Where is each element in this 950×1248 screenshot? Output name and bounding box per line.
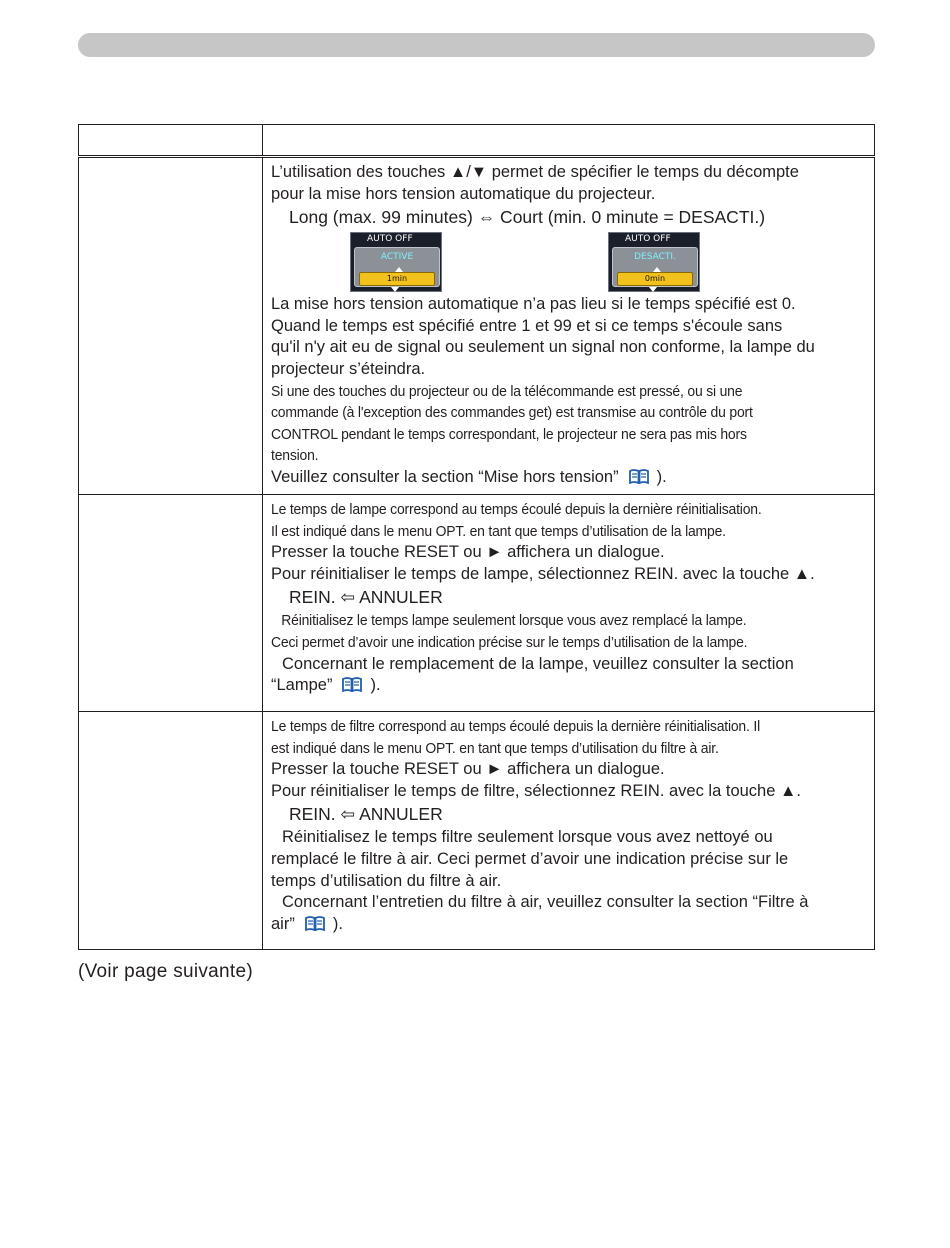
auto-off-description — [263, 157, 875, 495]
auto-off-para-3b: commande (à l'exception des commandes get) est transmise au contrôle du port — [271, 404, 753, 422]
auto-off-para-3d: tension. — [271, 447, 319, 465]
header-cell-item — [79, 125, 263, 157]
filter-reference — [271, 914, 868, 936]
continued-note: (Voir page suivante) — [78, 961, 253, 982]
filter-line-4: Pour réinitialiser le temps de filtre, sélectionnez REIN. avec la touche ▲. — [271, 781, 801, 800]
auto-off-line-2: pour la mise hors tension automatique du projecteur. — [271, 184, 656, 203]
lamp-choice: REIN. ⇦ ANNULER — [289, 587, 443, 608]
lamp-line-7: Concernant le remplacement de la lampe, veuillez consulter la section — [282, 654, 794, 673]
auto-off-para-3c: CONTROL pendant le temps correspondant, le projecteur ne sera pas mis hors — [271, 425, 747, 443]
osd-state: DESACTI. — [634, 252, 676, 263]
book-reference-icon — [342, 677, 362, 692]
lamp-line-5: Réinitialisez le temps lampe seulement lorsque vous avez remplacé la lampe. — [281, 612, 747, 630]
osd-title: AUTO OFF — [367, 234, 413, 245]
lamp-line-1: Le temps de lampe correspond au temps écoulé depuis la dernière réinitialisation. — [271, 501, 762, 518]
filter-time-description — [263, 712, 875, 950]
filter-line-7: temps d’utilisation du filtre à air. — [271, 871, 502, 890]
book-reference-icon — [629, 469, 649, 484]
filter-line-8: Concernant l’entretien du filtre à air, veuillez consulter la section “Filtre à — [282, 893, 809, 912]
filter-line-6: remplacé le filtre à air. Ceci permet d’avoir une indication précise sur le — [271, 849, 789, 868]
table-row-auto-off — [79, 157, 875, 495]
reference-text: Veuillez consulter la section “Mise hors tension” — [271, 467, 619, 486]
row-label-lamp-time — [79, 495, 263, 712]
table-row-filter-time — [79, 712, 875, 950]
auto-off-para-1: La mise hors tension automatique n’a pas lieu si le temps spécifié est 0. — [271, 295, 796, 314]
table-header-row — [79, 125, 875, 157]
table-row-lamp-time — [79, 495, 875, 712]
auto-off-para-2b: qu'il n'y ait eu de signal ou seulement un signal non conforme, la lampe du — [271, 338, 815, 357]
osd-value: 0min — [617, 272, 693, 286]
book-reference-icon — [305, 916, 325, 931]
auto-off-line-1: L’utilisation des touches ▲/▼ permet de spécifier le temps du décompte — [271, 163, 799, 181]
lamp-line-2: Il est indiqué dans le menu OPT. en tant que temps d’utilisation de la lampe. — [271, 522, 726, 540]
auto-off-reference — [271, 467, 868, 489]
lamp-line-6: Ceci permet d’avoir une indication précise sur le temps d’utilisation de la lampe. — [271, 633, 748, 651]
osd-screen-active — [350, 232, 442, 292]
lamp-reference — [271, 675, 868, 697]
auto-off-para-2a: Quand le temps est spécifié entre 1 et 99 et si ce temps s'écoule sans — [271, 316, 783, 335]
auto-off-range: Long (max. 99 minutes) ⇔ Court (min. 0 minute = DESACTI.) — [289, 207, 766, 228]
auto-off-para-3a: Si une des touches du projecteur ou de la télécommande est pressé, ou si une — [271, 382, 743, 400]
row-label-auto-off — [79, 157, 263, 495]
filter-line-3: Presser la touche RESET ou ► affichera un dialogue. — [271, 760, 665, 779]
osd-screen-desactive — [608, 232, 700, 292]
header-cell-description — [263, 125, 875, 157]
reference-text: air” — [271, 914, 295, 933]
osd-value: 1min — [359, 272, 435, 286]
row-label-filter-time — [79, 712, 263, 950]
filter-line-1: Le temps de filtre correspond au temps écoulé depuis la dernière réinitialisation. Il — [271, 718, 761, 735]
filter-line-2: est indiqué dans le menu OPT. en tant que temps d’utilisation du filtre à air. — [271, 739, 719, 757]
filter-line-5: Réinitialisez le temps filtre seulement lorsque vous avez nettoyé ou — [282, 828, 773, 847]
reference-close: ). — [370, 676, 381, 695]
down-arrow-icon — [391, 287, 399, 292]
reference-close: ). — [332, 914, 343, 933]
lamp-time-description — [263, 495, 875, 712]
osd-state: ACTIVE — [380, 252, 414, 263]
auto-off-para-2c: projecteur s’éteindra. — [271, 359, 426, 378]
reference-text: “Lampe” — [271, 676, 333, 695]
lamp-line-3: Presser la touche RESET ou ► affichera un dialogue. — [271, 543, 665, 562]
osd-title: AUTO OFF — [625, 234, 671, 245]
settings-table — [78, 124, 875, 950]
auto-off-osd-examples — [271, 230, 868, 294]
lamp-line-4: Pour réinitialiser le temps de lampe, sélectionnez REIN. avec la touche ▲. — [271, 564, 815, 583]
reference-close: ). — [656, 467, 667, 486]
filter-choice: REIN. ⇦ ANNULER — [289, 804, 443, 825]
down-arrow-icon — [649, 287, 657, 292]
header-bar — [78, 33, 875, 57]
